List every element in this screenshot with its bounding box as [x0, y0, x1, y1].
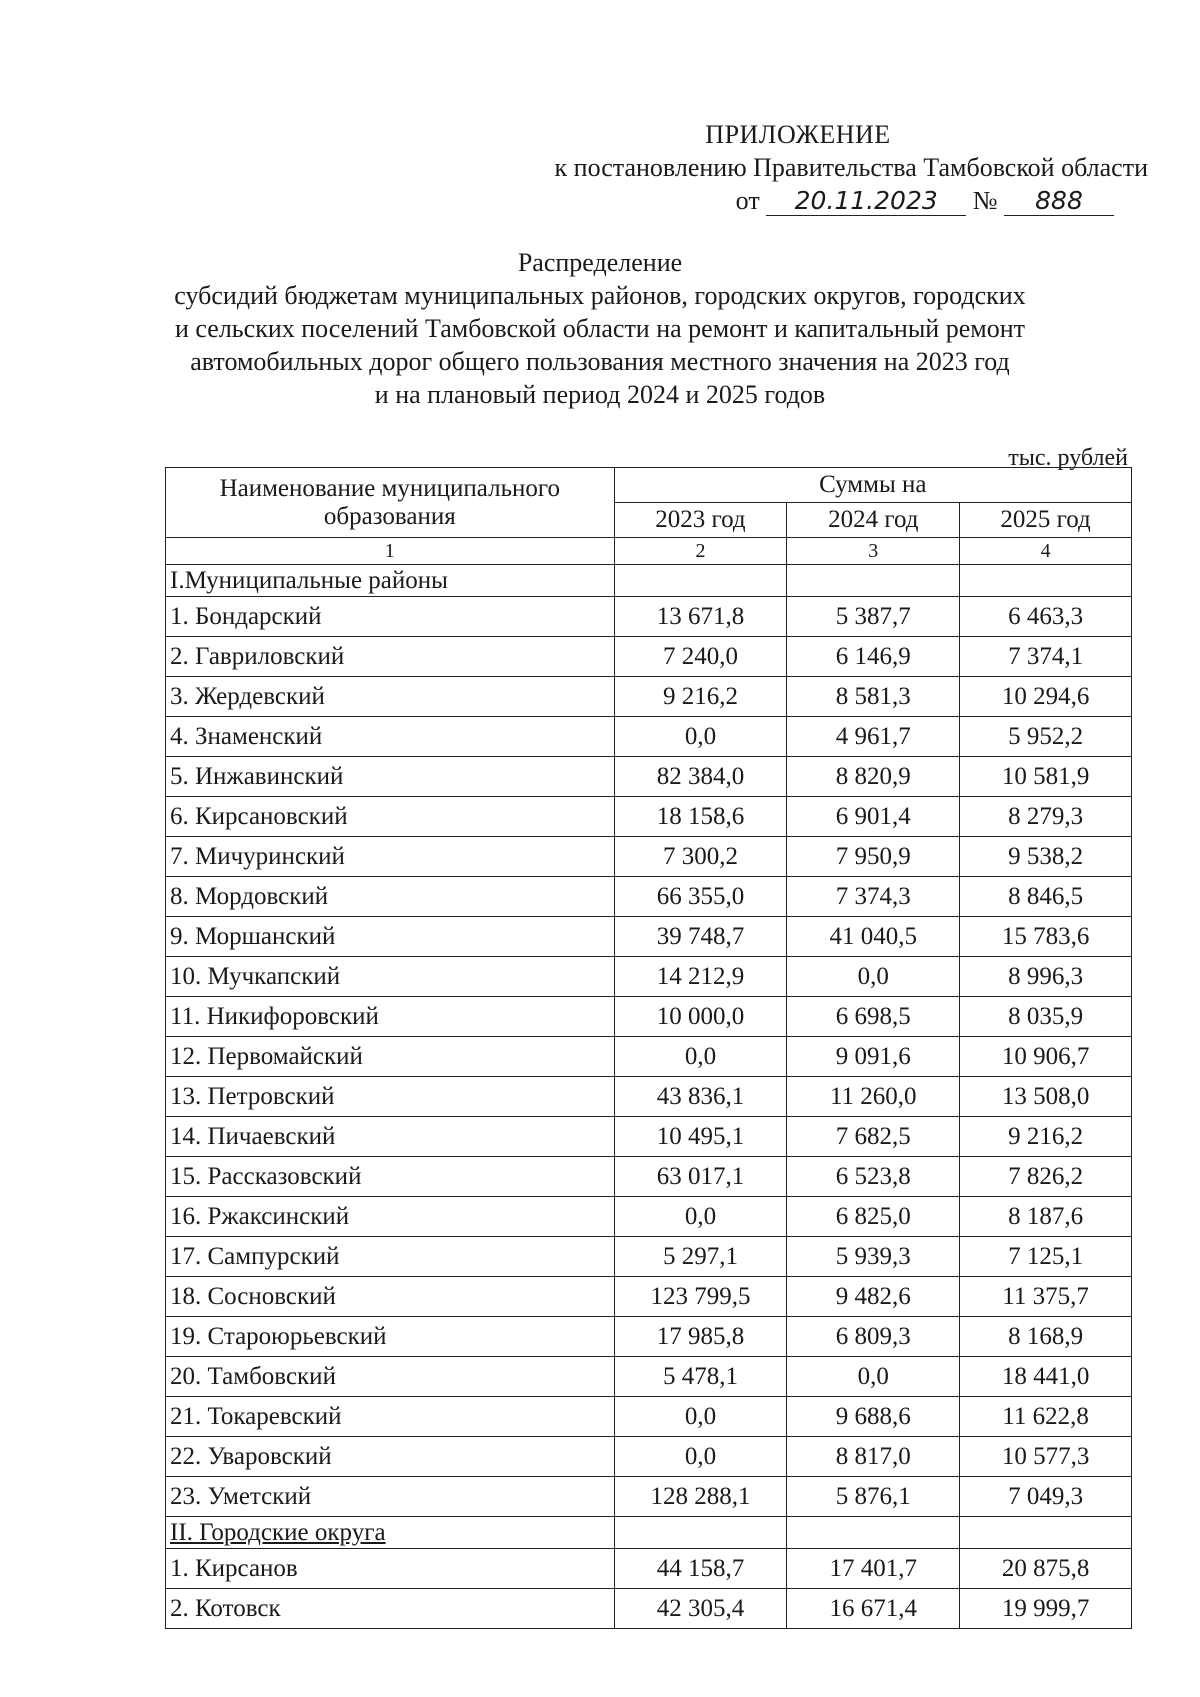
resolution-line: к постановлению Правительства Тамбовской области — [554, 153, 1148, 182]
value-2024: 5 939,3 — [787, 1237, 960, 1277]
municipality-name: 16. Ржаксинский — [166, 1197, 615, 1237]
city-districts-body — [166, 1517, 1132, 1629]
value-2023: 7 240,0 — [614, 637, 787, 677]
value-2023: 43 836,1 — [614, 1077, 787, 1117]
value-2023: 66 355,0 — [614, 877, 787, 917]
value-2024: 9 482,6 — [787, 1277, 960, 1317]
caption-line-5: и на плановый период 2024 и 2025 годов — [374, 380, 826, 409]
value-2023: 0,0 — [614, 1037, 787, 1077]
value-2025: 5 952,2 — [960, 717, 1132, 757]
table-row — [166, 677, 1132, 717]
value-2025: 15 783,6 — [960, 917, 1132, 957]
value-2024: 6 901,4 — [787, 797, 960, 837]
caption-line-3: и сельских поселений Тамбовской области на ремонт и капитальный ремонт — [175, 314, 1025, 343]
value-2025: 10 294,6 — [960, 677, 1132, 717]
table-row — [166, 837, 1132, 877]
value-2023: 13 671,8 — [614, 597, 787, 637]
municipality-name: 10. Мучкапский — [166, 957, 615, 997]
value-2023: 5 478,1 — [614, 1357, 787, 1397]
table-row — [166, 917, 1132, 957]
table-row — [166, 757, 1132, 797]
table-row — [166, 717, 1132, 757]
value-2024: 17 401,7 — [787, 1549, 960, 1589]
handwritten-number: 888 — [1004, 187, 1114, 216]
value-2023: 0,0 — [614, 1437, 787, 1477]
value-2023: 10 495,1 — [614, 1117, 787, 1157]
municipality-name: 17. Сампурский — [166, 1237, 615, 1277]
municipality-name: 21. Токаревский — [166, 1397, 615, 1437]
value-2024: 5 876,1 — [787, 1477, 960, 1517]
column-number: 2 — [614, 538, 787, 565]
value-2025: 7 826,2 — [960, 1157, 1132, 1197]
caption-line-4: автомобильных дорог общего пользования местного значения на 2023 год — [190, 347, 1010, 376]
municipality-name: 11. Никифоровский — [166, 997, 615, 1037]
value-2023: 0,0 — [614, 1397, 787, 1437]
value-2025: 20 875,8 — [960, 1549, 1132, 1589]
table-row — [166, 1117, 1132, 1157]
value-2023: 63 017,1 — [614, 1157, 787, 1197]
table-row — [166, 1037, 1132, 1077]
section-row — [166, 1517, 1132, 1549]
value-2025: 7 125,1 — [960, 1237, 1132, 1277]
value-2025: 8 279,3 — [960, 797, 1132, 837]
value-2024: 6 809,3 — [787, 1317, 960, 1357]
municipality-name: 1. Бондарский — [166, 597, 615, 637]
header-year-2025: 2025 год — [960, 503, 1132, 538]
value-2024: 4 961,7 — [787, 717, 960, 757]
section-title-districts: I.Муниципальные районы — [166, 565, 615, 597]
value-2023: 14 212,9 — [614, 957, 787, 997]
municipality-name: 19. Староюрьевский — [166, 1317, 615, 1357]
municipality-name: 22. Уваровский — [166, 1437, 615, 1477]
value-2025: 8 187,6 — [960, 1197, 1132, 1237]
table-row — [166, 1549, 1132, 1589]
municipality-name: 14. Пичаевский — [166, 1117, 615, 1157]
section-title-city-districts: II. Городские округа — [166, 1517, 615, 1549]
value-2023: 128 288,1 — [614, 1477, 787, 1517]
value-2024: 6 698,5 — [787, 997, 960, 1037]
units-label: тыс. рублей — [1008, 445, 1128, 471]
value-2025: 10 577,3 — [960, 1437, 1132, 1477]
table-row — [166, 1357, 1132, 1397]
value-2023: 18 158,6 — [614, 797, 787, 837]
municipality-name: 2. Гавриловский — [166, 637, 615, 677]
table-row — [166, 1077, 1132, 1117]
appendix-title: ПРИЛОЖЕНИЕ — [705, 120, 891, 149]
header-sums: Суммы на — [614, 468, 1131, 503]
value-2024: 8 817,0 — [787, 1437, 960, 1477]
value-2023: 39 748,7 — [614, 917, 787, 957]
value-2025: 7 374,1 — [960, 637, 1132, 677]
value-2025: 6 463,3 — [960, 597, 1132, 637]
column-number: 3 — [787, 538, 960, 565]
value-2023: 7 300,2 — [614, 837, 787, 877]
column-numbers-row — [166, 538, 1132, 565]
header-year-2024: 2024 год — [787, 503, 960, 538]
value-2024: 0,0 — [787, 957, 960, 997]
table-row — [166, 1237, 1132, 1277]
value-2024: 11 260,0 — [787, 1077, 960, 1117]
value-2024: 6 825,0 — [787, 1197, 960, 1237]
value-2023: 123 799,5 — [614, 1277, 787, 1317]
value-2024: 9 091,6 — [787, 1037, 960, 1077]
municipality-name: 6. Кирсановский — [166, 797, 615, 837]
value-2023: 17 985,8 — [614, 1317, 787, 1357]
section-row — [166, 565, 1132, 597]
table-row — [166, 797, 1132, 837]
handwritten-date: 20.11.2023 — [766, 187, 966, 216]
value-2024: 5 387,7 — [787, 597, 960, 637]
table-row — [166, 1589, 1132, 1629]
municipality-name: 13. Петровский — [166, 1077, 615, 1117]
value-2024: 7 374,3 — [787, 877, 960, 917]
municipality-name: 9. Моршанский — [166, 917, 615, 957]
municipality-name: 4. Знаменский — [166, 717, 615, 757]
header-name-column: Наименование муниципального образования — [166, 468, 615, 538]
municipality-name: 18. Сосновский — [166, 1277, 615, 1317]
value-2024: 0,0 — [787, 1357, 960, 1397]
value-2023: 82 384,0 — [614, 757, 787, 797]
value-2023: 5 297,1 — [614, 1237, 787, 1277]
value-2025: 7 049,3 — [960, 1477, 1132, 1517]
value-2025: 10 906,7 — [960, 1037, 1132, 1077]
subsidy-table — [165, 467, 1132, 1629]
table-row — [166, 1277, 1132, 1317]
value-2024: 6 523,8 — [787, 1157, 960, 1197]
municipality-name: 8. Мордовский — [166, 877, 615, 917]
municipality-name: 1. Кирсанов — [166, 1549, 615, 1589]
table-row — [166, 597, 1132, 637]
table-row — [166, 1317, 1132, 1357]
value-2025: 10 581,9 — [960, 757, 1132, 797]
value-2023: 42 305,4 — [614, 1589, 787, 1629]
number-label: № — [972, 186, 998, 215]
value-2023: 9 216,2 — [614, 677, 787, 717]
municipal-districts-body — [166, 565, 1132, 1517]
header-year-2023: 2023 год — [614, 503, 787, 538]
caption-line-2: субсидий бюджетам муниципальных районов, городских округов, городских — [174, 281, 1026, 310]
municipality-name: 12. Первомайский — [166, 1037, 615, 1077]
municipality-name: 20. Тамбовский — [166, 1357, 615, 1397]
column-number: 1 — [166, 538, 615, 565]
value-2024: 8 581,3 — [787, 677, 960, 717]
appendix-header — [448, 118, 1148, 217]
value-2023: 44 158,7 — [614, 1549, 787, 1589]
value-2025: 19 999,7 — [960, 1589, 1132, 1629]
value-2024: 9 688,6 — [787, 1397, 960, 1437]
table-row — [166, 997, 1132, 1037]
caption-line-1: Распределение — [517, 248, 683, 277]
value-2024: 6 146,9 — [787, 637, 960, 677]
value-2025: 9 538,2 — [960, 837, 1132, 877]
municipality-name: 2. Котовск — [166, 1589, 615, 1629]
value-2025: 8 035,9 — [960, 997, 1132, 1037]
municipality-name: 5. Инжавинский — [166, 757, 615, 797]
municipality-name: 15. Рассказовский — [166, 1157, 615, 1197]
value-2024: 8 820,9 — [787, 757, 960, 797]
value-2023: 0,0 — [614, 1197, 787, 1237]
table-row — [166, 637, 1132, 677]
value-2025: 11 375,7 — [960, 1277, 1132, 1317]
municipality-name: 7. Мичуринский — [166, 837, 615, 877]
date-prefix: от — [735, 186, 760, 215]
value-2024: 41 040,5 — [787, 917, 960, 957]
value-2025: 9 216,2 — [960, 1117, 1132, 1157]
table-row — [166, 1197, 1132, 1237]
table-row — [166, 1477, 1132, 1517]
document-caption — [150, 246, 1050, 411]
date-number-line — [448, 184, 1148, 217]
table-row — [166, 957, 1132, 997]
table-row — [166, 1397, 1132, 1437]
column-number: 4 — [960, 538, 1132, 565]
value-2024: 7 950,9 — [787, 837, 960, 877]
value-2025: 11 622,8 — [960, 1397, 1132, 1437]
value-2025: 8 168,9 — [960, 1317, 1132, 1357]
value-2025: 18 441,0 — [960, 1357, 1132, 1397]
table-row — [166, 1437, 1132, 1477]
municipality-name: 3. Жердевский — [166, 677, 615, 717]
value-2023: 10 000,0 — [614, 997, 787, 1037]
value-2023: 0,0 — [614, 717, 787, 757]
value-2024: 7 682,5 — [787, 1117, 960, 1157]
value-2025: 13 508,0 — [960, 1077, 1132, 1117]
value-2024: 16 671,4 — [787, 1589, 960, 1629]
value-2025: 8 846,5 — [960, 877, 1132, 917]
value-2025: 8 996,3 — [960, 957, 1132, 997]
municipality-name: 23. Уметский — [166, 1477, 615, 1517]
table-row — [166, 1157, 1132, 1197]
table-row — [166, 877, 1132, 917]
